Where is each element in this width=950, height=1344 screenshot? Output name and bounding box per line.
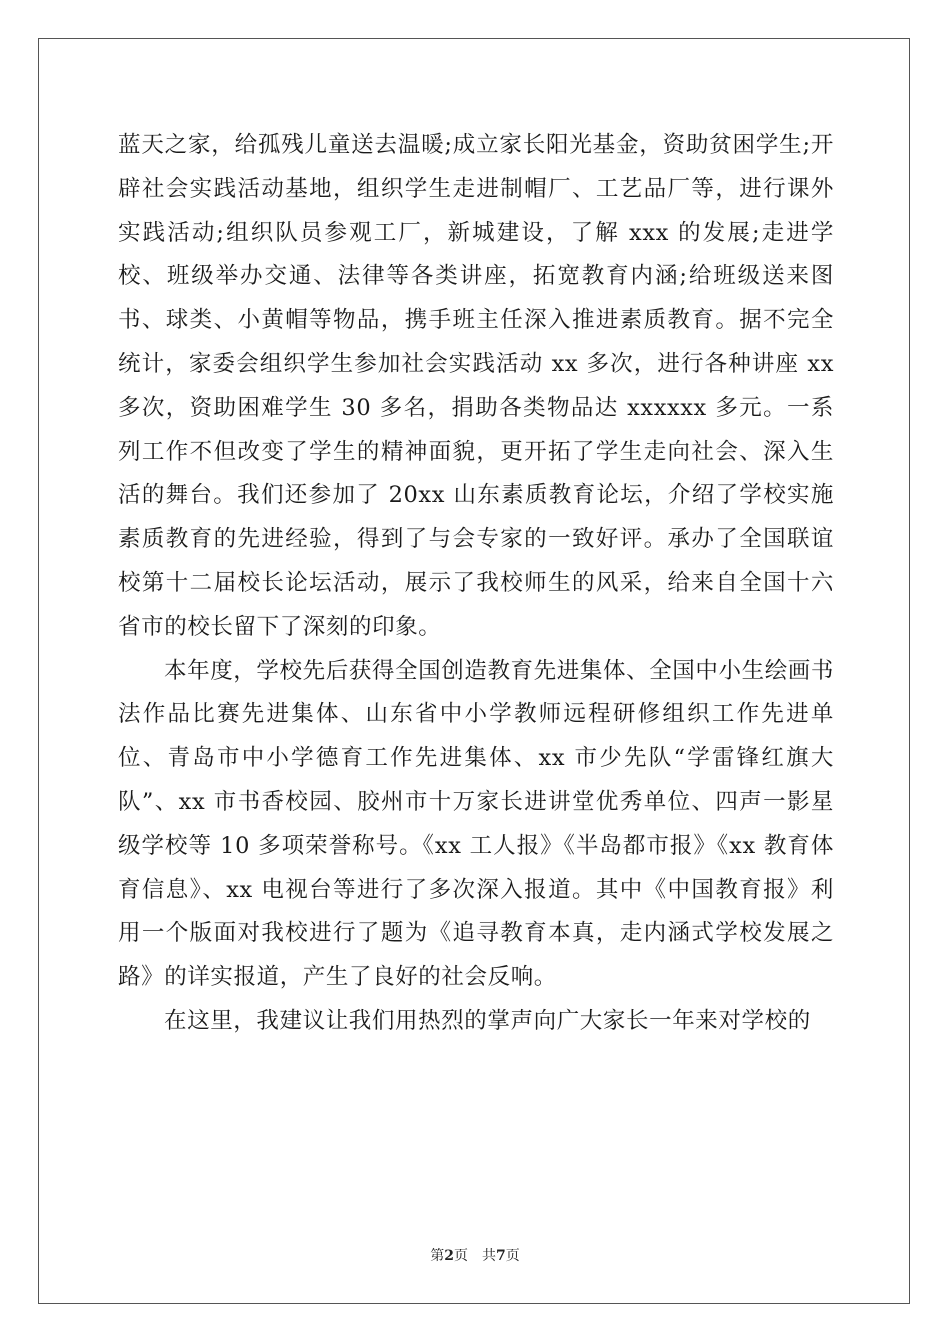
paragraph-1: 蓝天之家，给孤残儿童送去温暖;成立家长阳光基金，资助贫困学生;开辟社会实践活动基地，组织学生走进制帽厂、工艺品厂等，进行课外实践活动;组织队员参观工厂，新城建设，了解 xxx 的发展;走进学校、班级举办交通、法律等各类讲座，拓宽教育内涵;给班级送来图书、球类、小黄帽等物品，携手班主任深入推进素质教育。据不完全统计，家委会组织学生参加社会实践活动 xx 多次，进行各种讲座 xx 多次，资助困难学生 30 多名，捐助各类物品达 xxxxxx 多元。一系列工作不但改变了学生的精神面貌，更开拓了学生走向社会、深入生活的舞台。我们还参加了 20xx 山东素质教育论坛，介绍了学校实施素质教育的先进经验，得到了与会专家的一致好评。承办了全国联谊校第十二届校长论坛活动，展示了我校师生的风采，给来自全国十六省市的校长留下了深刻的印象。 xyxy=(118,132,834,640)
document-body xyxy=(118,124,834,1044)
page-footer xyxy=(0,1245,950,1265)
paragraph-3: 在这里，我建议让我们用热烈的掌声向广大家长一年来对学校的 xyxy=(164,1007,811,1034)
page-number: 2 xyxy=(444,1248,454,1264)
total-prefix: 共 xyxy=(482,1248,496,1264)
page-suffix: 页 xyxy=(454,1248,468,1264)
page-prefix: 第 xyxy=(430,1248,445,1264)
total-pages: 7 xyxy=(496,1248,506,1264)
paragraph-2: 本年度，学校先后获得全国创造教育先进集体、全国中小生绘画书法作品比赛先进集体、山东省中小学教师远程研修组织工作先进单位、青岛市中小学德育工作先进集体、xx 市少先队“学雷锋红旗大队”、xx 市书香校园、胶州市十万家长进讲堂优秀单位、四声一影星级学校等 10 多项荣誉称号。《xx 工人报》《半岛都市报》《xx 教育体育信息》、xx 电视台等进行了多次深入报道。其中《中国教育报》利用一个版面对我校进行了题为《追寻教育本真，走内涵式学校发展之路》的详实报道，产生了良好的社会反响。 xyxy=(118,657,834,991)
total-suffix: 页 xyxy=(505,1248,520,1264)
